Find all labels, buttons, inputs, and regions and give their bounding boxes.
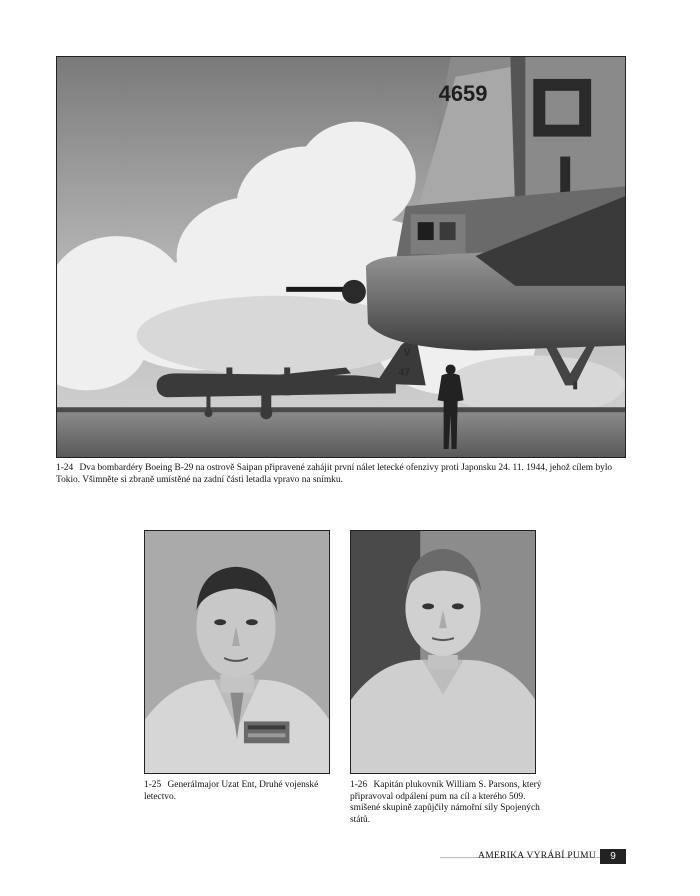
figure-caption-text: Kapitán plukovník William S. Parsons, který připravoval odpálení pum na cíl a kterého 509. smíšené skupině zapůjčily námořní síly Spojených států.: [350, 780, 542, 825]
figure-caption-text: Dva bombardéry Boeing B-29 na ostrově Saipan připravené zahájit první nálet letecké ofenzivy proti Japonsku 24. 11. 1944, jehož cílem bylo Tokio. Všimněte si zbraně umístěné na zadní části letadla vpravo na snímku.: [56, 463, 613, 485]
portrait-parsons-svg: [351, 531, 535, 773]
caption-figure-1-24: [56, 463, 628, 486]
photo-portrait-general: [144, 530, 330, 774]
figure-number: 1-24: [56, 463, 74, 473]
tail-marking-letter: V: [403, 347, 411, 359]
b29-scene: [57, 57, 625, 457]
photo-b29-bombers-saipan: [56, 56, 626, 458]
portrait-general-svg: [145, 531, 329, 773]
photo-portrait-parsons: [350, 530, 536, 774]
page-number: 9: [600, 849, 626, 864]
figure-number: 1-26: [350, 780, 368, 790]
caption-figure-1-26: [350, 780, 550, 826]
tail-marking-number: 47: [398, 367, 410, 379]
running-title: AMERIKA VYRÁBÍ PUMU: [478, 851, 596, 861]
caption-figure-1-25: [144, 780, 334, 803]
figure-number: 1-25: [144, 780, 162, 790]
figure-caption-text: Generálmajor Uzat Ent, Druhé vojenské letectvo.: [144, 780, 319, 802]
tail-number: 4659: [438, 80, 488, 106]
